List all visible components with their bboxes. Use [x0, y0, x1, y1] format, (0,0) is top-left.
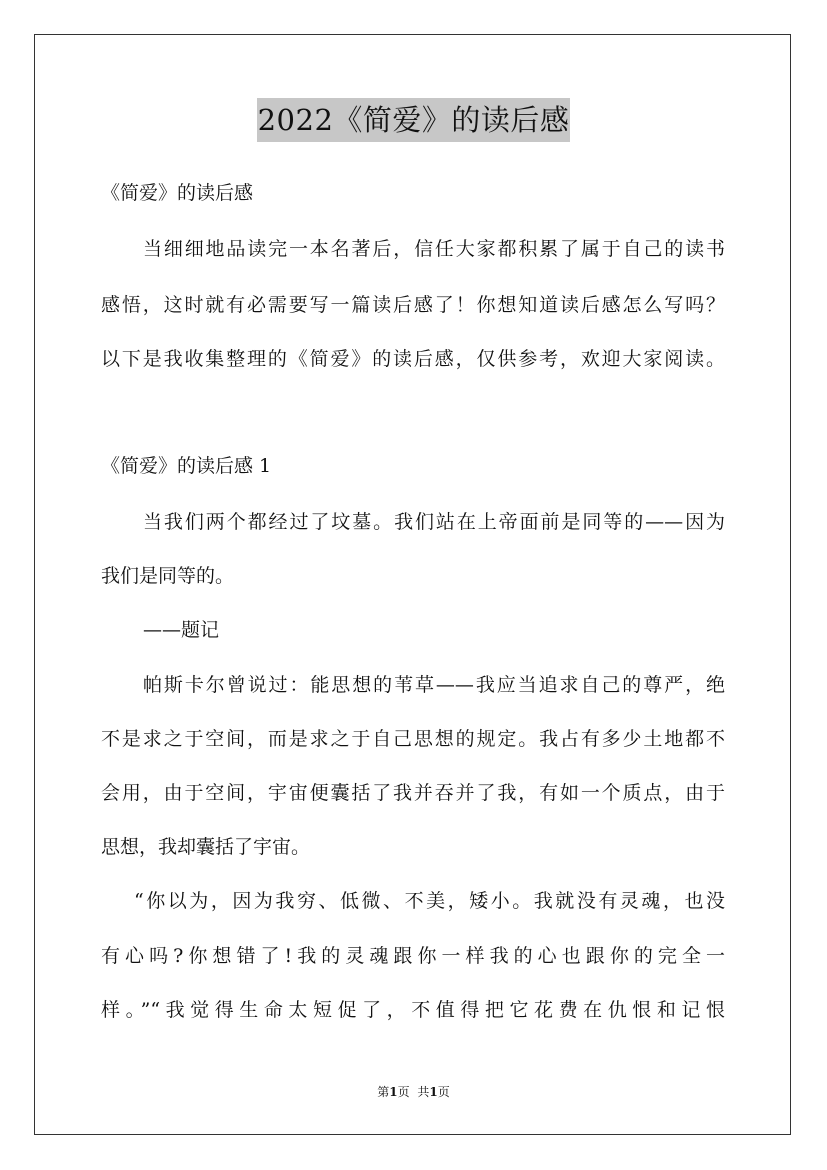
quote-line: 有心吗?你想错了!我的灵魂跟你一样我的心也跟你的完全一: [101, 945, 725, 967]
page-prefix: 第: [377, 1085, 390, 1099]
section-heading: 《简爱》的读后感 1: [101, 455, 272, 477]
intro-line: 以下是我收集整理的《简爱》的读后感，仅供参考，欢迎大家阅读。: [101, 348, 725, 370]
intro-line: 感悟，这时就有必需要写一篇读后感了！你想知道读后感怎么写吗？: [101, 294, 725, 316]
epigraph-line: 我们是同等的。: [101, 565, 235, 587]
total-suffix: 页: [437, 1085, 450, 1099]
total-pages: 1: [429, 1085, 438, 1099]
document-title: 2022《简爱》的读后感: [257, 98, 571, 142]
quote-line: “你以为，因为我穷、低微、不美，矮小。我就没有灵魂，也没: [134, 890, 725, 912]
total-prefix: 共: [417, 1085, 430, 1099]
intro-heading: 《简爱》的读后感: [101, 182, 254, 204]
epigraph-source: ——题记: [143, 619, 220, 641]
page-footer: [0, 1084, 827, 1100]
quote-line: 样。”“我觉得生命太短促了，不值得把它花费在仇恨和记恨: [101, 999, 725, 1021]
epigraph-line: 当我们两个都经过了坟墓。我们站在上帝面前是同等的——因为: [143, 511, 725, 533]
pascal-line: 会用，由于空间，宇宙便囊括了我并吞并了我，有如一个质点，由于: [101, 782, 725, 804]
title-container: [0, 98, 827, 142]
pascal-line: 帕斯卡尔曾说过：能思想的苇草——我应当追求自己的尊严，绝: [143, 674, 725, 696]
page-suffix: 页: [397, 1085, 410, 1099]
pascal-line: 思想，我却囊括了宇宙。: [101, 836, 311, 858]
intro-line: 当细细地品读完一本名著后，信任大家都积累了属于自己的读书: [143, 238, 725, 260]
pascal-line: 不是求之于空间，而是求之于自己思想的规定。我占有多少土地都不: [101, 728, 725, 750]
page-number: 1: [389, 1085, 398, 1099]
